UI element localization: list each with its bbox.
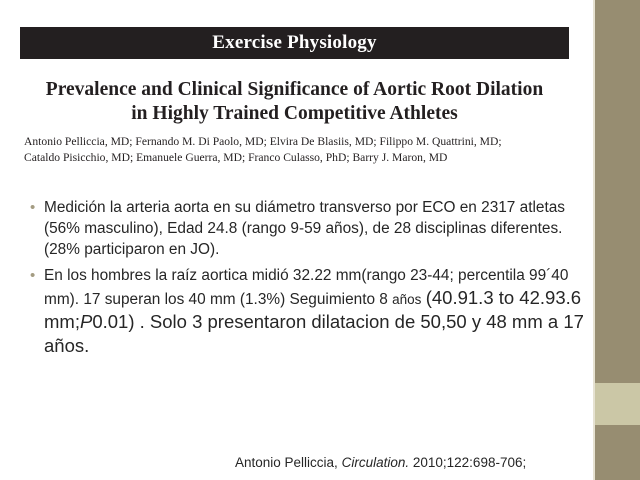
journal-section-title: Exercise Physiology [212, 32, 377, 53]
article-title-line-1: Prevalence and Clinical Significance of Aortic Root Dilation [45, 79, 544, 100]
citation [235, 455, 526, 470]
citation-author: Antonio Pelliccia, [235, 455, 338, 470]
article-title [20, 78, 569, 126]
bullet-item-measurement [30, 197, 590, 260]
bullet-text-results-years: años [392, 292, 422, 307]
bullet-text-results-part1: En los hombres la raíz aortica midió 32.22 mm(rango 23-44; percentila 99´40 mm). 17 superan los 40 mm (1.3%) Seguimiento 8 [44, 267, 569, 308]
bullet-text-results-range: (40.91.3 to 42.93.6 mm; [44, 287, 582, 332]
journal-section-banner [20, 27, 569, 59]
decorative-band-top [595, 0, 640, 383]
decorative-band-middle [595, 383, 640, 425]
bullet-text-results-p: P [79, 311, 93, 332]
article-title-line-2: in Highly Trained Competitive Athletes [131, 103, 458, 124]
bullet-text-results-part4: 0.01) . Solo 3 presentaron dilatacion de 50,50 y 48 mm a 17 años. [44, 311, 584, 356]
author-list [24, 134, 574, 166]
bullet-item-results [30, 265, 590, 358]
decorative-band-bottom [595, 425, 640, 480]
bullet-list [30, 197, 590, 363]
author-line-1: Antonio Pelliccia, MD; Fernando M. Di Paolo, MD; Elvira De Blasiis, MD; Filippo M. Quattrini, MD; [24, 135, 502, 148]
citation-reference: 2010;122:698-706; [412, 455, 527, 470]
citation-journal: Circulation. [341, 455, 410, 470]
bullet-text-measurement: Medición la arteria aorta en su diámetro transverso por ECO en 2317 atletas (56% masculino), Edad 24.8 (rango 9-59 años), de 28 disciplinas diferentes. (28% participaron en JO). [44, 199, 565, 258]
author-line-2: Cataldo Pisicchio, MD; Emanuele Guerra, MD; Franco Culasso, PhD; Barry J. Maron, MD [24, 151, 448, 164]
bullet-dot-icon: • [30, 267, 36, 284]
bullet-dot-icon: • [30, 199, 36, 216]
